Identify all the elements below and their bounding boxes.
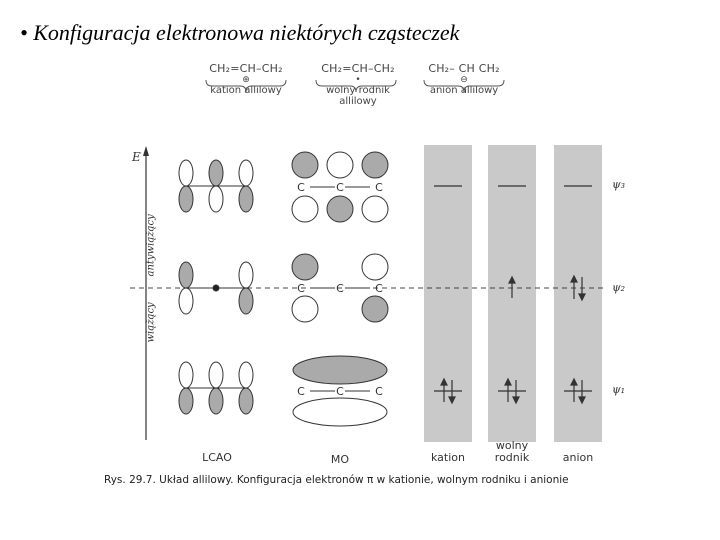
psi3-label: ψ₃ bbox=[612, 178, 626, 191]
cation-brace bbox=[206, 80, 286, 92]
lcao-psi3 bbox=[179, 160, 253, 212]
figure-caption: Rys. 29.7. Układ allilowy. Konfiguracja elektronów π w kationie, wolnym rodniku i anionie bbox=[104, 474, 569, 486]
anion-brace bbox=[424, 80, 504, 92]
radical-formula: CH₂=CH–CH₂ bbox=[321, 62, 395, 75]
band-kation bbox=[424, 145, 472, 442]
anion-formula: CH₂– CH CH₂ bbox=[428, 62, 500, 75]
col-anion: anion bbox=[562, 451, 594, 464]
c-label: C bbox=[336, 385, 344, 398]
bonding-label: wiążący bbox=[145, 302, 157, 343]
anion-label: anion allilowy bbox=[429, 85, 499, 96]
lcao-psi2 bbox=[179, 262, 253, 314]
col-kation: kation bbox=[431, 451, 465, 464]
radical-label: wolny rodnik allilowy bbox=[326, 85, 390, 107]
antibonding-label: antywiążący bbox=[145, 214, 157, 277]
psi1-label: ψ₁ bbox=[612, 383, 626, 396]
c-label: C bbox=[297, 385, 305, 398]
anion-charge: ⊖ bbox=[460, 75, 468, 85]
c-label: C bbox=[375, 282, 383, 295]
col-lcao: LCAO bbox=[202, 451, 232, 464]
c-label: C bbox=[375, 181, 383, 194]
energy-axis-arrow bbox=[143, 146, 149, 156]
col-rodnik: wolny rodnik bbox=[494, 439, 530, 464]
energy-label: E bbox=[132, 150, 141, 164]
c-label: C bbox=[375, 385, 383, 398]
c-label: C bbox=[336, 181, 344, 194]
lcao-psi1 bbox=[179, 362, 253, 414]
radical-brace bbox=[316, 80, 396, 92]
radical-charge: • bbox=[355, 75, 361, 85]
cation-formula: CH₂=CH–CH₂ bbox=[209, 62, 283, 75]
c-label: C bbox=[297, 282, 305, 295]
psi2-label: ψ₂ bbox=[612, 281, 626, 294]
slide-title: • Konfiguracja elektronowa niektórych cząsteczek bbox=[20, 20, 460, 45]
cation-charge: ⊕ bbox=[242, 75, 250, 85]
band-anion bbox=[554, 145, 602, 442]
col-mo: MO bbox=[330, 453, 350, 466]
c-label: C bbox=[336, 282, 344, 295]
c-label: C bbox=[297, 181, 305, 194]
cation-label: kation allilowy bbox=[210, 85, 282, 96]
